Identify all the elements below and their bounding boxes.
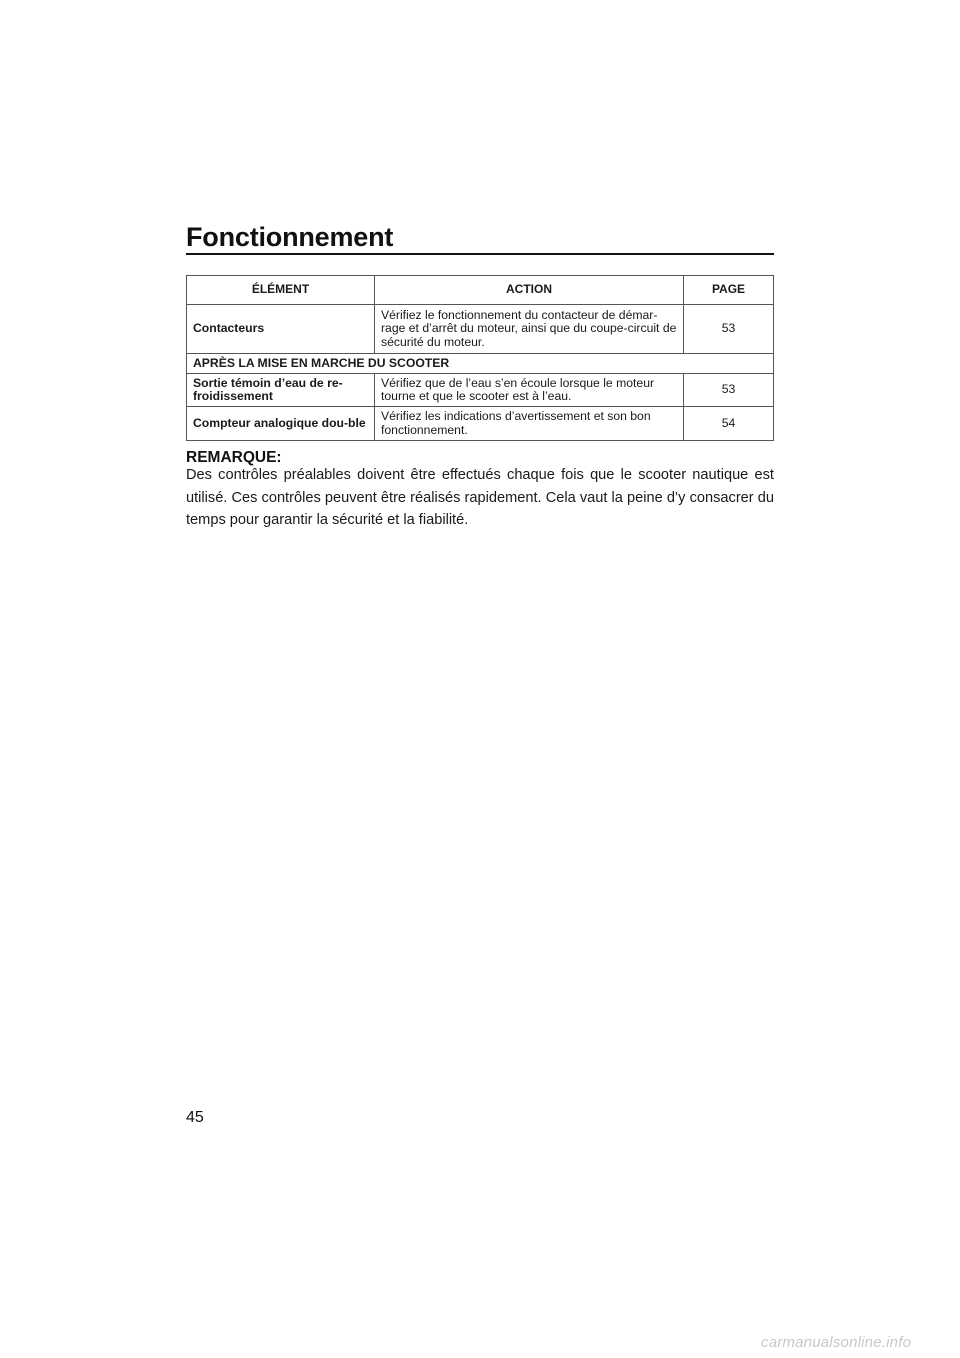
section-label: APRÈS LA MISE EN MARCHE DU SCOOTER — [187, 354, 774, 374]
row-element: Sortie témoin d’eau de re-froidissement — [187, 374, 375, 407]
header-action: ACTION — [375, 276, 684, 305]
remark-heading: REMARQUE: — [186, 449, 282, 466]
row-element: Contacteurs — [187, 305, 375, 354]
page-title: Fonctionnement — [186, 222, 394, 252]
title-divider — [186, 253, 774, 255]
row-page: 53 — [684, 305, 774, 354]
table-row — [187, 407, 774, 441]
remark-text: Des contrôles préalables doivent être effectués chaque fois que le scooter nautique est utilisé. Ces contrôles peuvent être réalisés rapidement. Cela vaut la peine d’y consacrer du temps pour garantir la sécurité et la fiabilité. — [186, 467, 774, 528]
section-row — [187, 354, 774, 374]
row-action: Vérifiez le fonctionnement du contacteur de démar-rage et d’arrêt du moteur, ainsi que du coupe-circuit de sécurité du moteur. — [375, 305, 684, 354]
watermark: carmanualsonline.info — [761, 1334, 912, 1351]
checklist-table — [186, 275, 774, 441]
header-element: ÉLÉMENT — [187, 276, 375, 305]
row-page: 54 — [684, 407, 774, 441]
row-action: Vérifiez les indications d’avertissement et son bon fonctionnement. — [375, 407, 684, 441]
table-header-row — [187, 276, 774, 305]
row-element: Compteur analogique dou-ble — [187, 407, 375, 441]
row-page: 53 — [684, 374, 774, 407]
page-number: 45 — [186, 1109, 204, 1126]
table-row — [187, 305, 774, 354]
table-row — [187, 374, 774, 407]
row-action: Vérifiez que de l’eau s’en écoule lorsque le moteur tourne et que le scooter est à l’eau. — [375, 374, 684, 407]
header-page: PAGE — [684, 276, 774, 305]
